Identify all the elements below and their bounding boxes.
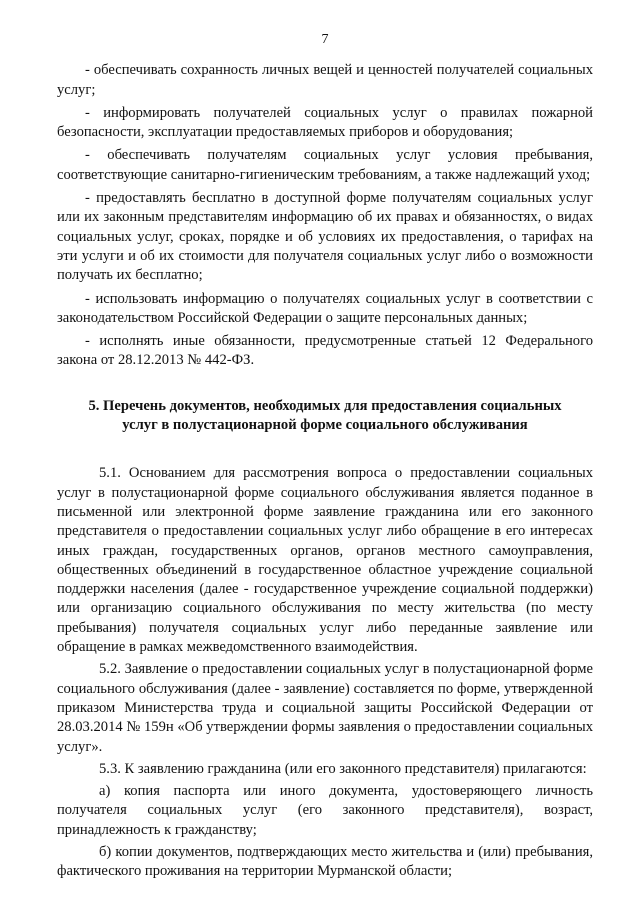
page-number: 7 <box>321 32 329 47</box>
duty-item: - использовать информацию о получателях социальных услуг в соответствии с законодательством Российской Федерации о защите персональных данных; <box>57 290 593 326</box>
duty-item: - обеспечивать сохранность личных вещей и ценностей получателей социальных услуг; <box>57 62 593 98</box>
section-heading-line: услуг в полустационарной форме социального обслуживания <box>122 417 528 434</box>
section-paragraph: 5.3. К заявлению гражданина (или его законного представителя) прилагаются: <box>99 760 587 777</box>
section-heading-line: 5. Перечень документов, необходимых для предоставления социальных <box>88 397 562 414</box>
section-paragraph: 5.2. Заявление о предоставлении социальных услуг в полустационарной форме социального обслуживания (далее - заявление) составляется по форме, утвержденной приказом Министерства труда и социальной защиты Российской Федерации от 28.03.2014 № 159н «Об утверждении формы заявления о предоставлении социальных услуг». <box>57 661 593 755</box>
section-heading <box>57 397 593 436</box>
section-body <box>57 464 593 881</box>
duties-list <box>57 61 593 370</box>
section-paragraph: а) копия паспорта или иного документа, удостоверяющего личность получателя социальных услуг (его законного представителя), возраст, принадлежность к гражданству; <box>57 783 593 838</box>
section-paragraph: 5.1. Основанием для рассмотрения вопроса о предоставлении социальных услуг в полустационарной форме социального обслуживания является поданное в письменной или электронной форме заявление гражданина или его законного представителя о предоставлении социальных услуг либо обращение в его интересах иных граждан, государственных органов, органов местного самоуправления, общественных объединений в государственное областное учреждение социальной поддержки населения (далее - государственное учреждение социальной поддержки) или организацию социального обслуживания по месту жительства (по месту пребывания) получателя социальных услуг либо переданные заявление или обращение в рамках межведомственного взаимодействия. <box>57 465 593 656</box>
duty-item: - предоставлять бесплатно в доступной форме получателям социальных услуг или их законным представителям информацию об их правах и обязанностях, о видах социальных услуг, сроках, порядке и об условиях их предоставления, о тарифах на эти услуги и об их стоимости для получателя социальных услуг либо о возможности получать их бесплатно; <box>57 190 593 284</box>
duty-item: - исполнять иные обязанности, предусмотренные статьей 12 Федерального закона от 28.12.2013 № 442-ФЗ. <box>57 333 593 369</box>
duty-item: - обеспечивать получателям социальных услуг условия пребывания, соответствующие санитарно-гигиеническим требованиям, а также надлежащий уход; <box>57 147 593 183</box>
section-paragraph: б) копии документов, подтверждающих место жительства и (или) пребывания, фактического проживания на территории Мурманской области; <box>57 843 593 880</box>
duty-item: - информировать получателей социальных услуг о правилах пожарной безопасности, эксплуатации предоставляемых приборов и оборудования; <box>57 104 593 141</box>
